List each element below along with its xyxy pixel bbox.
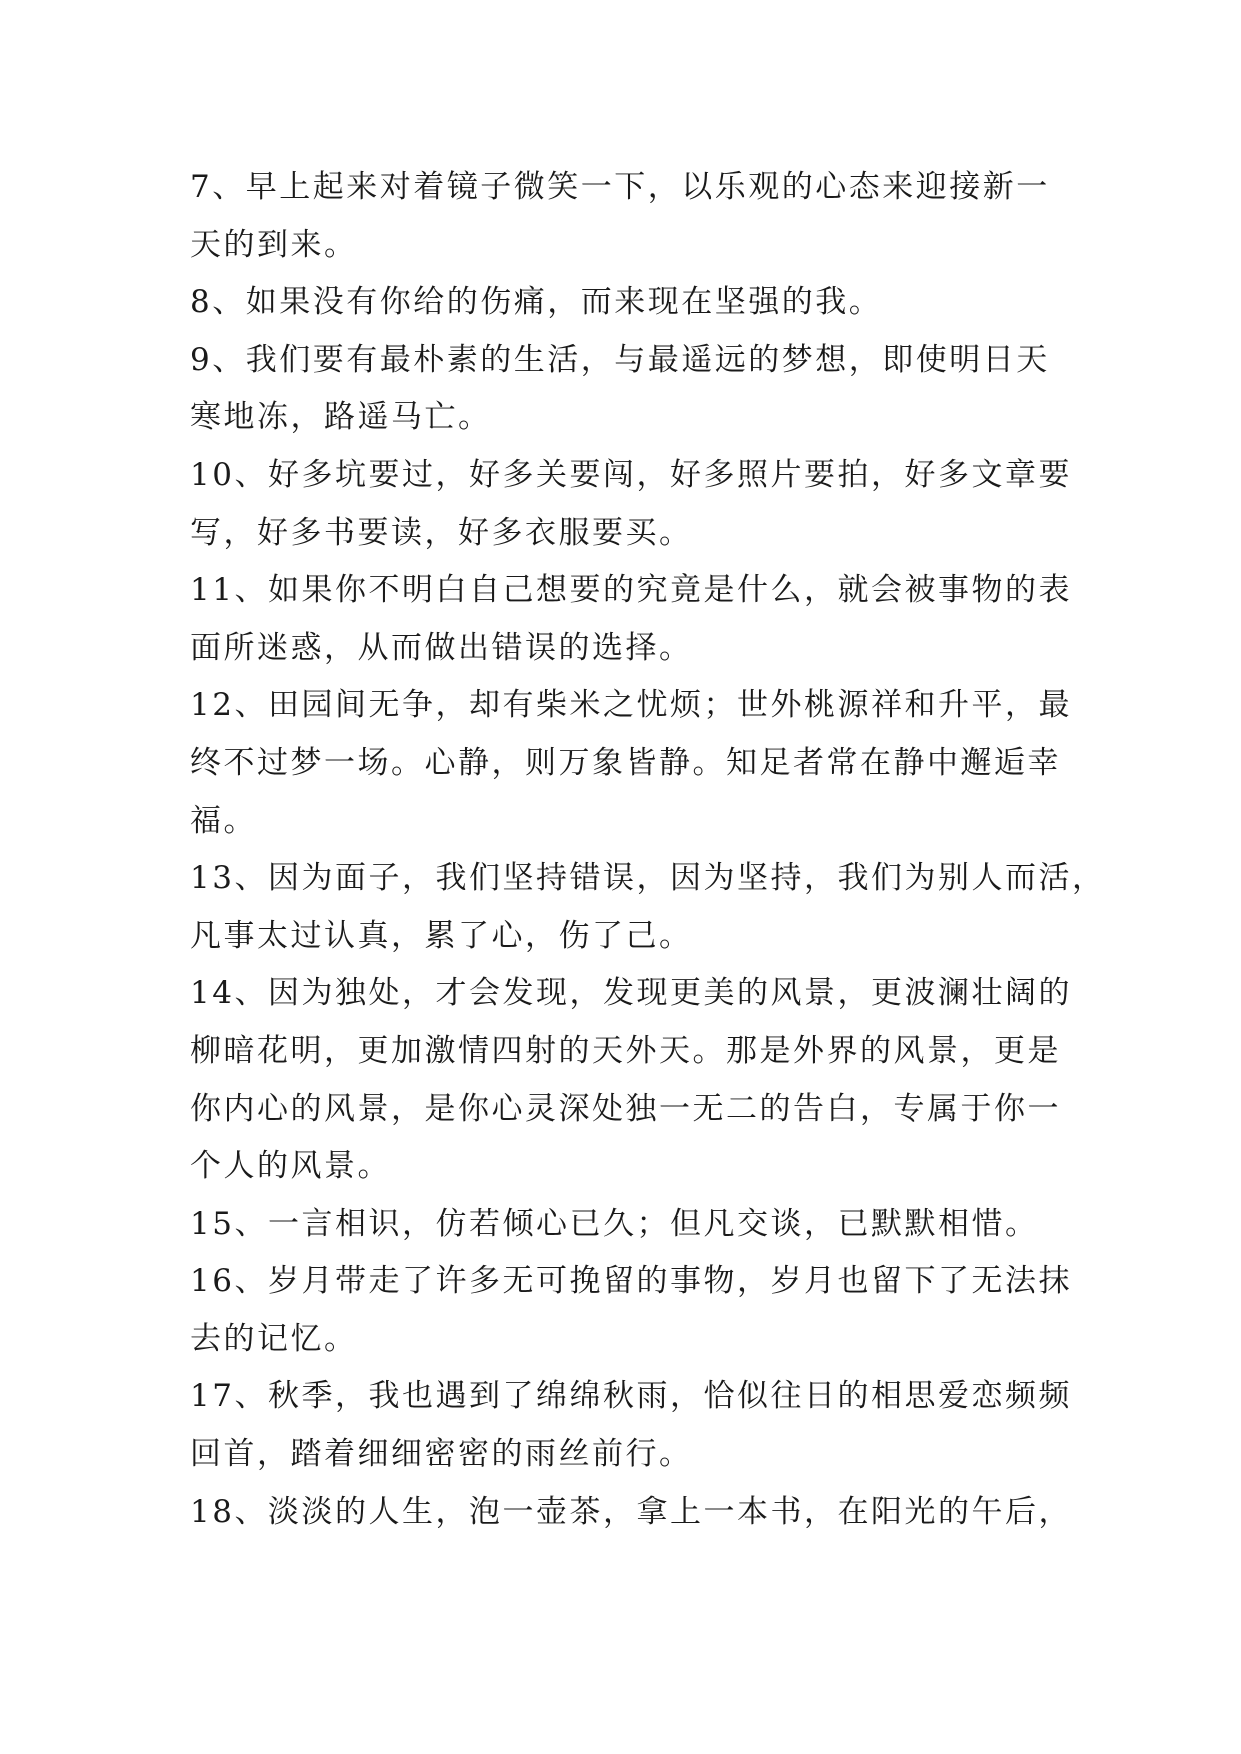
text-line: 14、因为独处，才会发现，发现更美的风景，更波澜壮阔的: [190, 975, 1072, 1012]
text-line: 7、早上起来对着镜子微笑一下，以乐观的心态来迎接新一: [190, 169, 1050, 205]
text-line: 10、好多坑要过，好多关要闯，好多照片要拍，好多文章要: [190, 456, 1072, 493]
text-line: 你内心的风景，是你心灵深处独一无二的告白，专属于你一: [190, 1090, 1061, 1127]
text-line: 12、田园间无争，却有柴米之忧烦；世外桃源祥和升平，最: [190, 687, 1072, 724]
text-line: 16、岁月带走了许多无可挽留的事物，岁月也留下了无法抹: [190, 1263, 1072, 1300]
text-line: 终不过梦一场。心静，则万象皆静。知足者常在静中邂逅幸: [190, 744, 1061, 781]
text-line: 15、一言相识，仿若倾心已久；但凡交谈，已默默相惜。: [190, 1205, 1039, 1242]
text-line: 13、因为面子，我们坚持错误，因为坚持，我们为别人而活，: [190, 860, 1106, 897]
text-line: 去的记忆。: [190, 1320, 358, 1357]
text-line: 18、淡淡的人生，泡一壶茶，拿上一本书，在阳光的午后，: [190, 1493, 1072, 1530]
text-line: 回首，踏着细细密密的雨丝前行。: [190, 1436, 693, 1473]
text-line: 11、如果你不明白自己想要的究竟是什么，就会被事物的表: [190, 572, 1072, 609]
text-line: 写，好多书要读，好多衣服要买。: [190, 514, 693, 551]
text-line: 福。: [190, 802, 257, 839]
text-line: 个人的风景。: [190, 1148, 391, 1185]
text-line: 面所迷惑，从而做出错误的选择。: [190, 629, 693, 666]
document-body: [190, 159, 1106, 1541]
text-line: 凡事太过认真，累了心，伤了己。: [190, 917, 693, 954]
text-line: 17、秋季，我也遇到了绵绵秋雨，恰似往日的相思爱恋频频: [190, 1378, 1072, 1415]
text-line: 9、我们要有最朴素的生活，与最遥远的梦想，即使明日天: [190, 341, 1050, 378]
text-line: 柳暗花明，更加激情四射的天外天。那是外界的风景，更是: [190, 1032, 1061, 1069]
text-line: 天的到来。: [190, 226, 358, 263]
text-line: 寒地冻，路遥马亡。: [190, 399, 492, 436]
text-line: 8、如果没有你给的伤痛，而来现在坚强的我。: [190, 284, 883, 321]
